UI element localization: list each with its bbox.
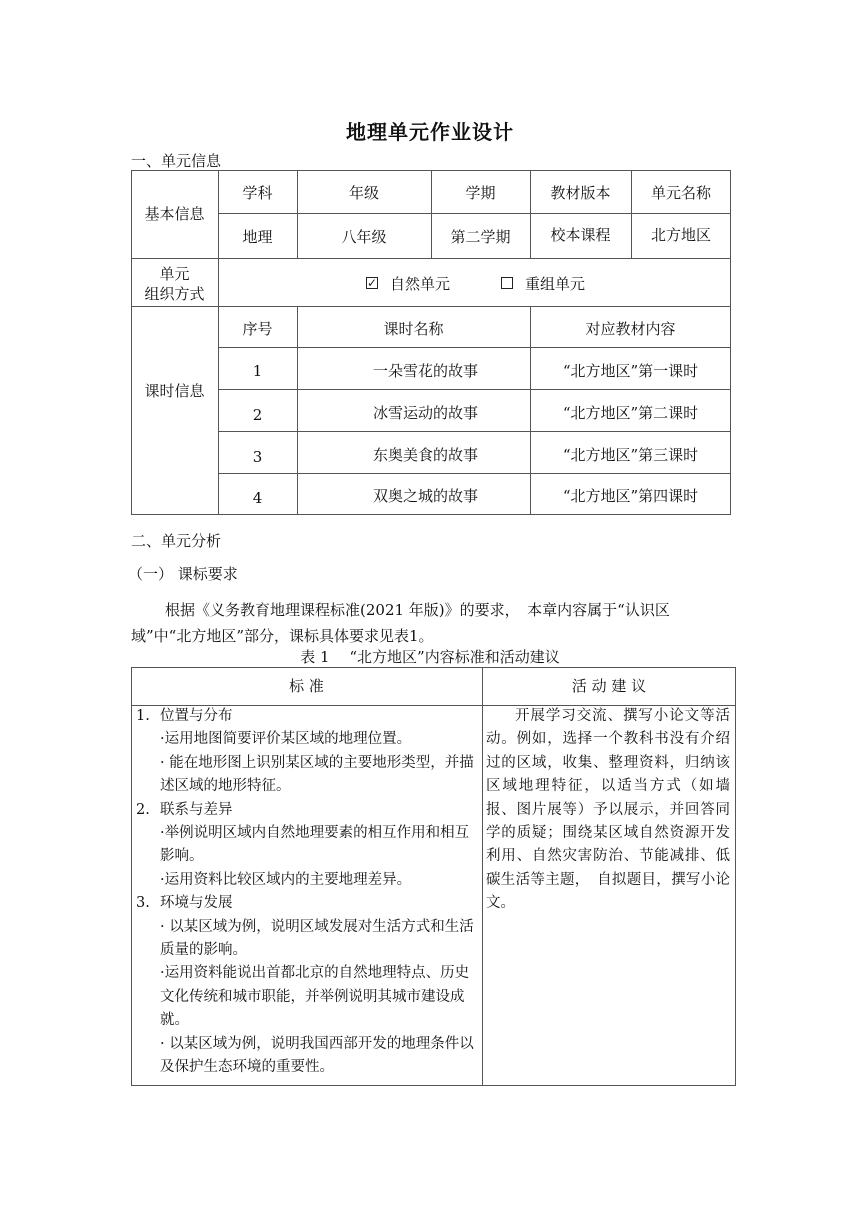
standard-item: ·运用地图简要评价某区域的地理位置。 <box>160 731 412 748</box>
standard-item: · 能在地形图上识别某区域的主要地形类型，并描述区域的地形特征。 <box>160 754 474 795</box>
lesson-content: “北方地区”第二课时 <box>562 404 699 422</box>
lesson-no: 2 <box>252 406 263 424</box>
lesson-no: 3 <box>252 448 263 466</box>
lesson-info-label: 课时信息 <box>144 382 205 400</box>
unchecked-box-icon[interactable] <box>501 277 513 289</box>
paragraph-line: 根据《义务教育地理课程标准(2021 年版)》的要求， 本章内容属于“认识区 <box>165 601 670 619</box>
value-unit-name: 北方地区 <box>650 226 711 244</box>
standard-item: ·运用资料能说出首都北京的自然地理特点、历史文化传统和城市职能，并举例说明其城市建设成就。 <box>160 965 470 1029</box>
header-lesson-no: 序号 <box>242 319 273 338</box>
option-natural-unit[interactable] <box>366 273 450 295</box>
header-lesson-content: 对应教材内容 <box>585 319 676 338</box>
value-textbook: 校本课程 <box>550 226 611 244</box>
value-semester: 第二学期 <box>450 228 511 246</box>
header-lesson-name: 课时名称 <box>383 319 444 338</box>
standard-number: 3. <box>136 895 150 912</box>
section-heading-unit-info: 一、单元信息 <box>131 152 222 170</box>
org-label-line1: 单元 <box>159 265 190 283</box>
standard-title: 位置与分布 <box>160 708 233 724</box>
option-regrouped-unit-label: 重组单元 <box>525 275 586 293</box>
standard-title: 联系与差异 <box>160 801 233 818</box>
option-natural-unit-label: 自然单元 <box>390 275 451 293</box>
page-title: 地理单元作业设计 <box>346 120 514 144</box>
org-label-line2: 组织方式 <box>144 285 205 303</box>
header-activities: 活 动 建 议 <box>571 677 647 695</box>
lesson-no: 4 <box>252 489 263 507</box>
standard-item: ·运用资料比较区域内的主要地理差异。 <box>160 871 412 888</box>
lesson-name: 一朵雪花的故事 <box>372 362 478 380</box>
header-textbook: 教材版本 <box>550 183 611 202</box>
subsection-curriculum-requirements: （一） 课标要求 <box>128 565 238 583</box>
standard-title: 环境与发展 <box>160 895 233 912</box>
table-caption: 表 1 “北方地区”内容标准和活动建议 <box>300 648 560 666</box>
standard-heading <box>136 705 481 728</box>
lesson-content: “北方地区”第三课时 <box>562 446 699 464</box>
basic-info-label: 基本信息 <box>144 205 205 223</box>
header-standards: 标 准 <box>289 677 324 695</box>
lesson-name: 东奥美食的故事 <box>372 446 478 464</box>
lesson-content: “北方地区”第四课时 <box>562 487 699 505</box>
lesson-no: 1 <box>252 362 263 380</box>
standard-number: 2. <box>136 801 150 818</box>
standard-heading <box>136 799 481 822</box>
activity-suggestion: 开展学习交流、撰写小论文等活动。例如，选择一个教科书没有介绍过的区域，收集、整理资料，归纳该区域地理特征，以适当方式（如墙报、图片展等）予以展示，并回答同学的质疑；围绕某区域自然资源开发利用、自然灾害防治、节能减排、低碳生活等主题， 自拟题目，撰写小论文。 <box>486 708 730 912</box>
header-unit-name: 单元名称 <box>650 183 711 202</box>
checked-box-icon[interactable] <box>366 277 378 289</box>
standard-item: · 以某区域为例，说明我国西部开发的地理条件以及保护生态环境的重要性。 <box>160 1035 474 1076</box>
header-semester: 学期 <box>465 183 496 202</box>
value-grade: 八年级 <box>341 228 387 246</box>
standard-number: 1. <box>136 708 150 724</box>
paragraph-line: 域”中“北方地区”部分，课标具体要求见表1。 <box>131 627 434 645</box>
standard-heading <box>136 892 481 915</box>
standard-item: · 以某区域为例，说明区域发展对生活方式和生活质量的影响。 <box>160 918 474 959</box>
header-grade: 年级 <box>348 183 379 202</box>
lesson-name: 冰雪运动的故事 <box>372 404 478 422</box>
org-label <box>131 262 218 306</box>
section-heading-unit-analysis: 二、单元分析 <box>131 532 222 550</box>
value-subject: 地理 <box>242 228 273 246</box>
lesson-content: “北方地区”第一课时 <box>562 362 699 380</box>
standards-list <box>136 705 481 1080</box>
header-subject: 学科 <box>242 183 273 202</box>
option-regrouped-unit[interactable] <box>501 273 585 295</box>
lesson-name: 双奥之城的故事 <box>372 487 478 505</box>
standard-item: ·举例说明区域内自然地理要素的相互作用和相互影响。 <box>160 825 470 865</box>
